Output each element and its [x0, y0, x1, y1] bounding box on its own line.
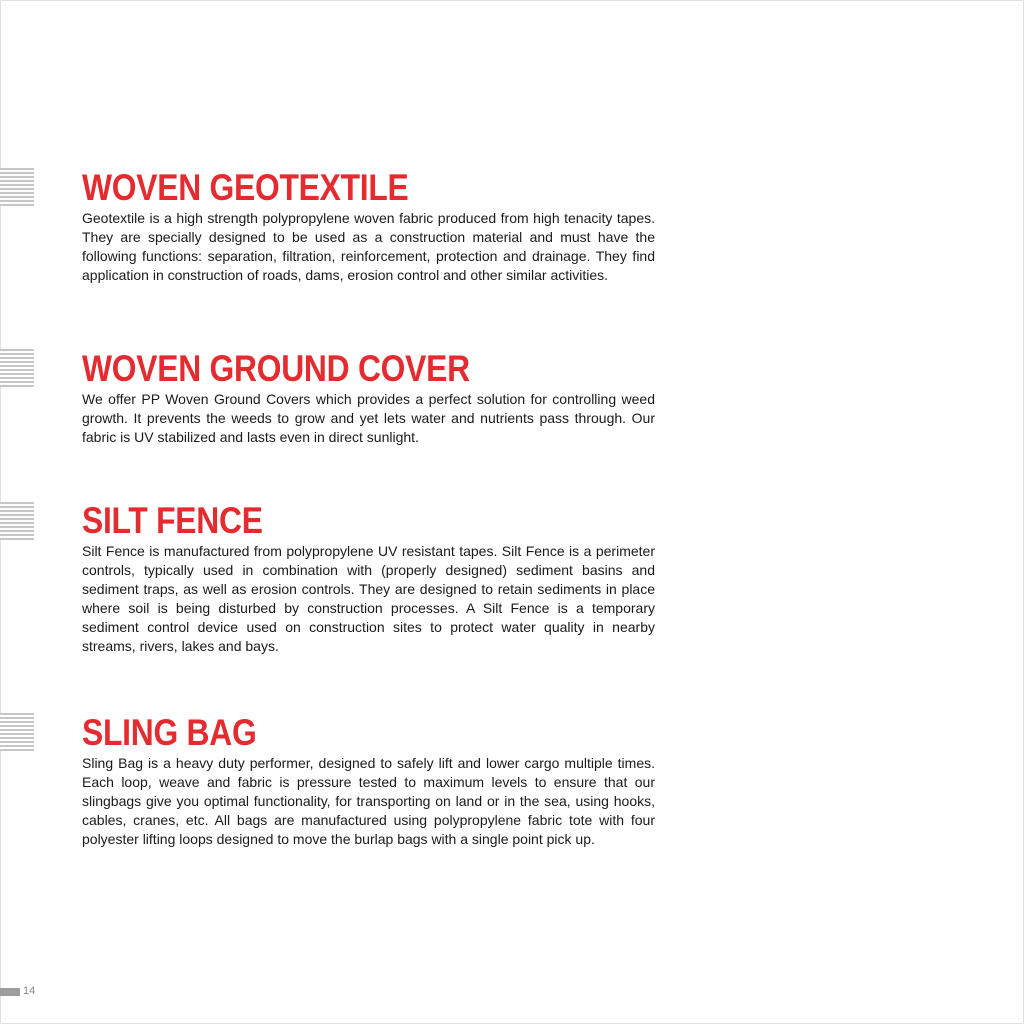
- stripe-decoration: [0, 168, 34, 206]
- section-body: Geotextile is a high strength polypropylene woven fabric produced from high tenacity tapes. They are specially designed to be used as a construction material and must have the following functions: separation, filtration, reinforcement, protection and drainage. They find application in construction of roads, dams, erosion control and other similar activities.: [82, 210, 655, 283]
- section-title: WOVEN GEOTEXTILE: [82, 167, 409, 208]
- section-body: Sling Bag is a heavy duty performer, designed to safely lift and lower cargo multiple times. Each loop, weave and fabric is pressure tested to maximum levels to ensure that our slingbags give you optimal functionality, for transporting on land or in the sea, using hooks, cables, cranes, etc. All bags are manufactured using polypropylene fabric tote with four polyester lifting loops designed to move the burlap bags with a single point pick up.: [82, 755, 655, 847]
- stripe-decoration: [0, 713, 34, 751]
- stripe-decoration: [0, 502, 34, 540]
- section-title: SILT FENCE: [82, 500, 263, 541]
- stripe-decoration: [0, 349, 34, 387]
- section-body: We offer PP Woven Ground Covers which provides a perfect solution for controlling weed growth. It prevents the weeds to grow and yet lets water and nutrients pass through. Our fabric is UV stabilized and lasts even in direct sunlight.: [82, 391, 655, 445]
- section-woven-ground-cover: [82, 348, 655, 447]
- page-number: 14: [23, 985, 36, 997]
- section-sling-bag: [82, 712, 655, 849]
- section-silt-fence: [82, 500, 655, 656]
- section-title: WOVEN GROUND COVER: [82, 348, 470, 389]
- section-woven-geotextile: [82, 167, 655, 285]
- section-title: SLING BAG: [82, 712, 257, 753]
- section-body: Silt Fence is manufactured from polypropylene UV resistant tapes. Silt Fence is a perimeter controls, typically used in combination with (properly designed) sediment basins and sediment traps, as well as erosion controls. They are designed to retain sediments in place where soil is being disturbed by construction processes. A Silt Fence is a temporary sediment control device used on construction sites to protect water quality in nearby streams, rivers, lakes and bays.: [82, 543, 655, 654]
- page-number-bar: [0, 988, 20, 996]
